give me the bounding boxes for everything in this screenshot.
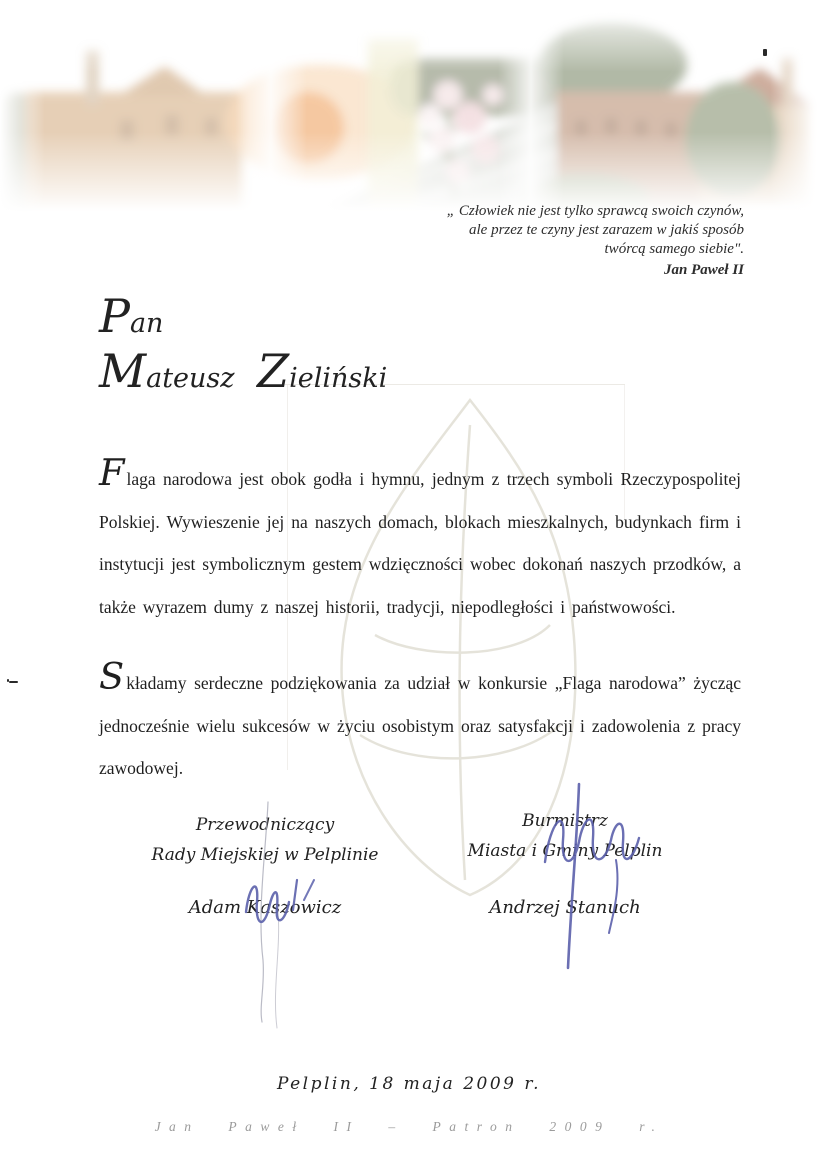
signature-right-title-1: Burmistrz [522,811,608,831]
quote-line: ale przez te czyny jest zarazem w jakiś sposób [469,222,744,238]
quote-attribution: Jan Paweł II [663,262,744,278]
signature-left-name: Adam Kaszowicz [188,897,342,918]
header-collage-image [0,0,818,212]
addressee-first-name: Mateusz [99,344,235,398]
scan-speck-left-margin-2 [7,679,9,682]
header-collage-graphic [0,0,818,212]
signature-left-title-2: Rady Miejskiej w Pelplinie [151,845,379,865]
quote-line: „ Człowiek nie jest tylko sprawcą swoich czynów, [446,203,744,219]
patron-footer: Jan Paweł II – Patron 2009 r. [154,1119,664,1134]
body-paragraph-1: Flaga narodowa jest obok godła i hymnu, jednym z trzech symboli Rzeczypospolitej Polskiej. Wywieszenie jej na naszych domach, blokach mieszkalnych, budynkach firm i instytucji jest symbolicznym gestem wdzięczności wobec dokonań naszych przodków, a także wyrazem dumy z naszej historii, tradycji, niepodległości i państwowości. [99,451,741,617]
dateline: Pelplin, 18 maja 2009 r. [276,1074,542,1094]
signature-left-title-1: Przewodniczący [195,815,335,835]
quote-block [304,202,744,280]
addressee-last-name: Zieliński [257,344,388,398]
signature-block-left [125,810,405,918]
scan-speck-top-right [763,49,767,56]
body-paragraph-2: Składamy serdeczne podziękowania za udział w konkursie „Flaga narodowa” życząc jednocześnie wielu sukcesów w życiu osobistym oraz satysfakcji i zadowolenia z pracy zawodowej. [99,655,741,778]
signature-right-title-2: Miasta i Gminy Pelplin [467,841,663,861]
signature-right-name: Andrzej Stanuch [489,897,641,918]
signature-block-right [425,806,705,918]
quote-line: twórcą samego siebie". [604,241,744,257]
scan-speck-left-margin [9,681,18,683]
addressee-name [99,344,388,398]
salutation-text: Pan [99,289,164,343]
